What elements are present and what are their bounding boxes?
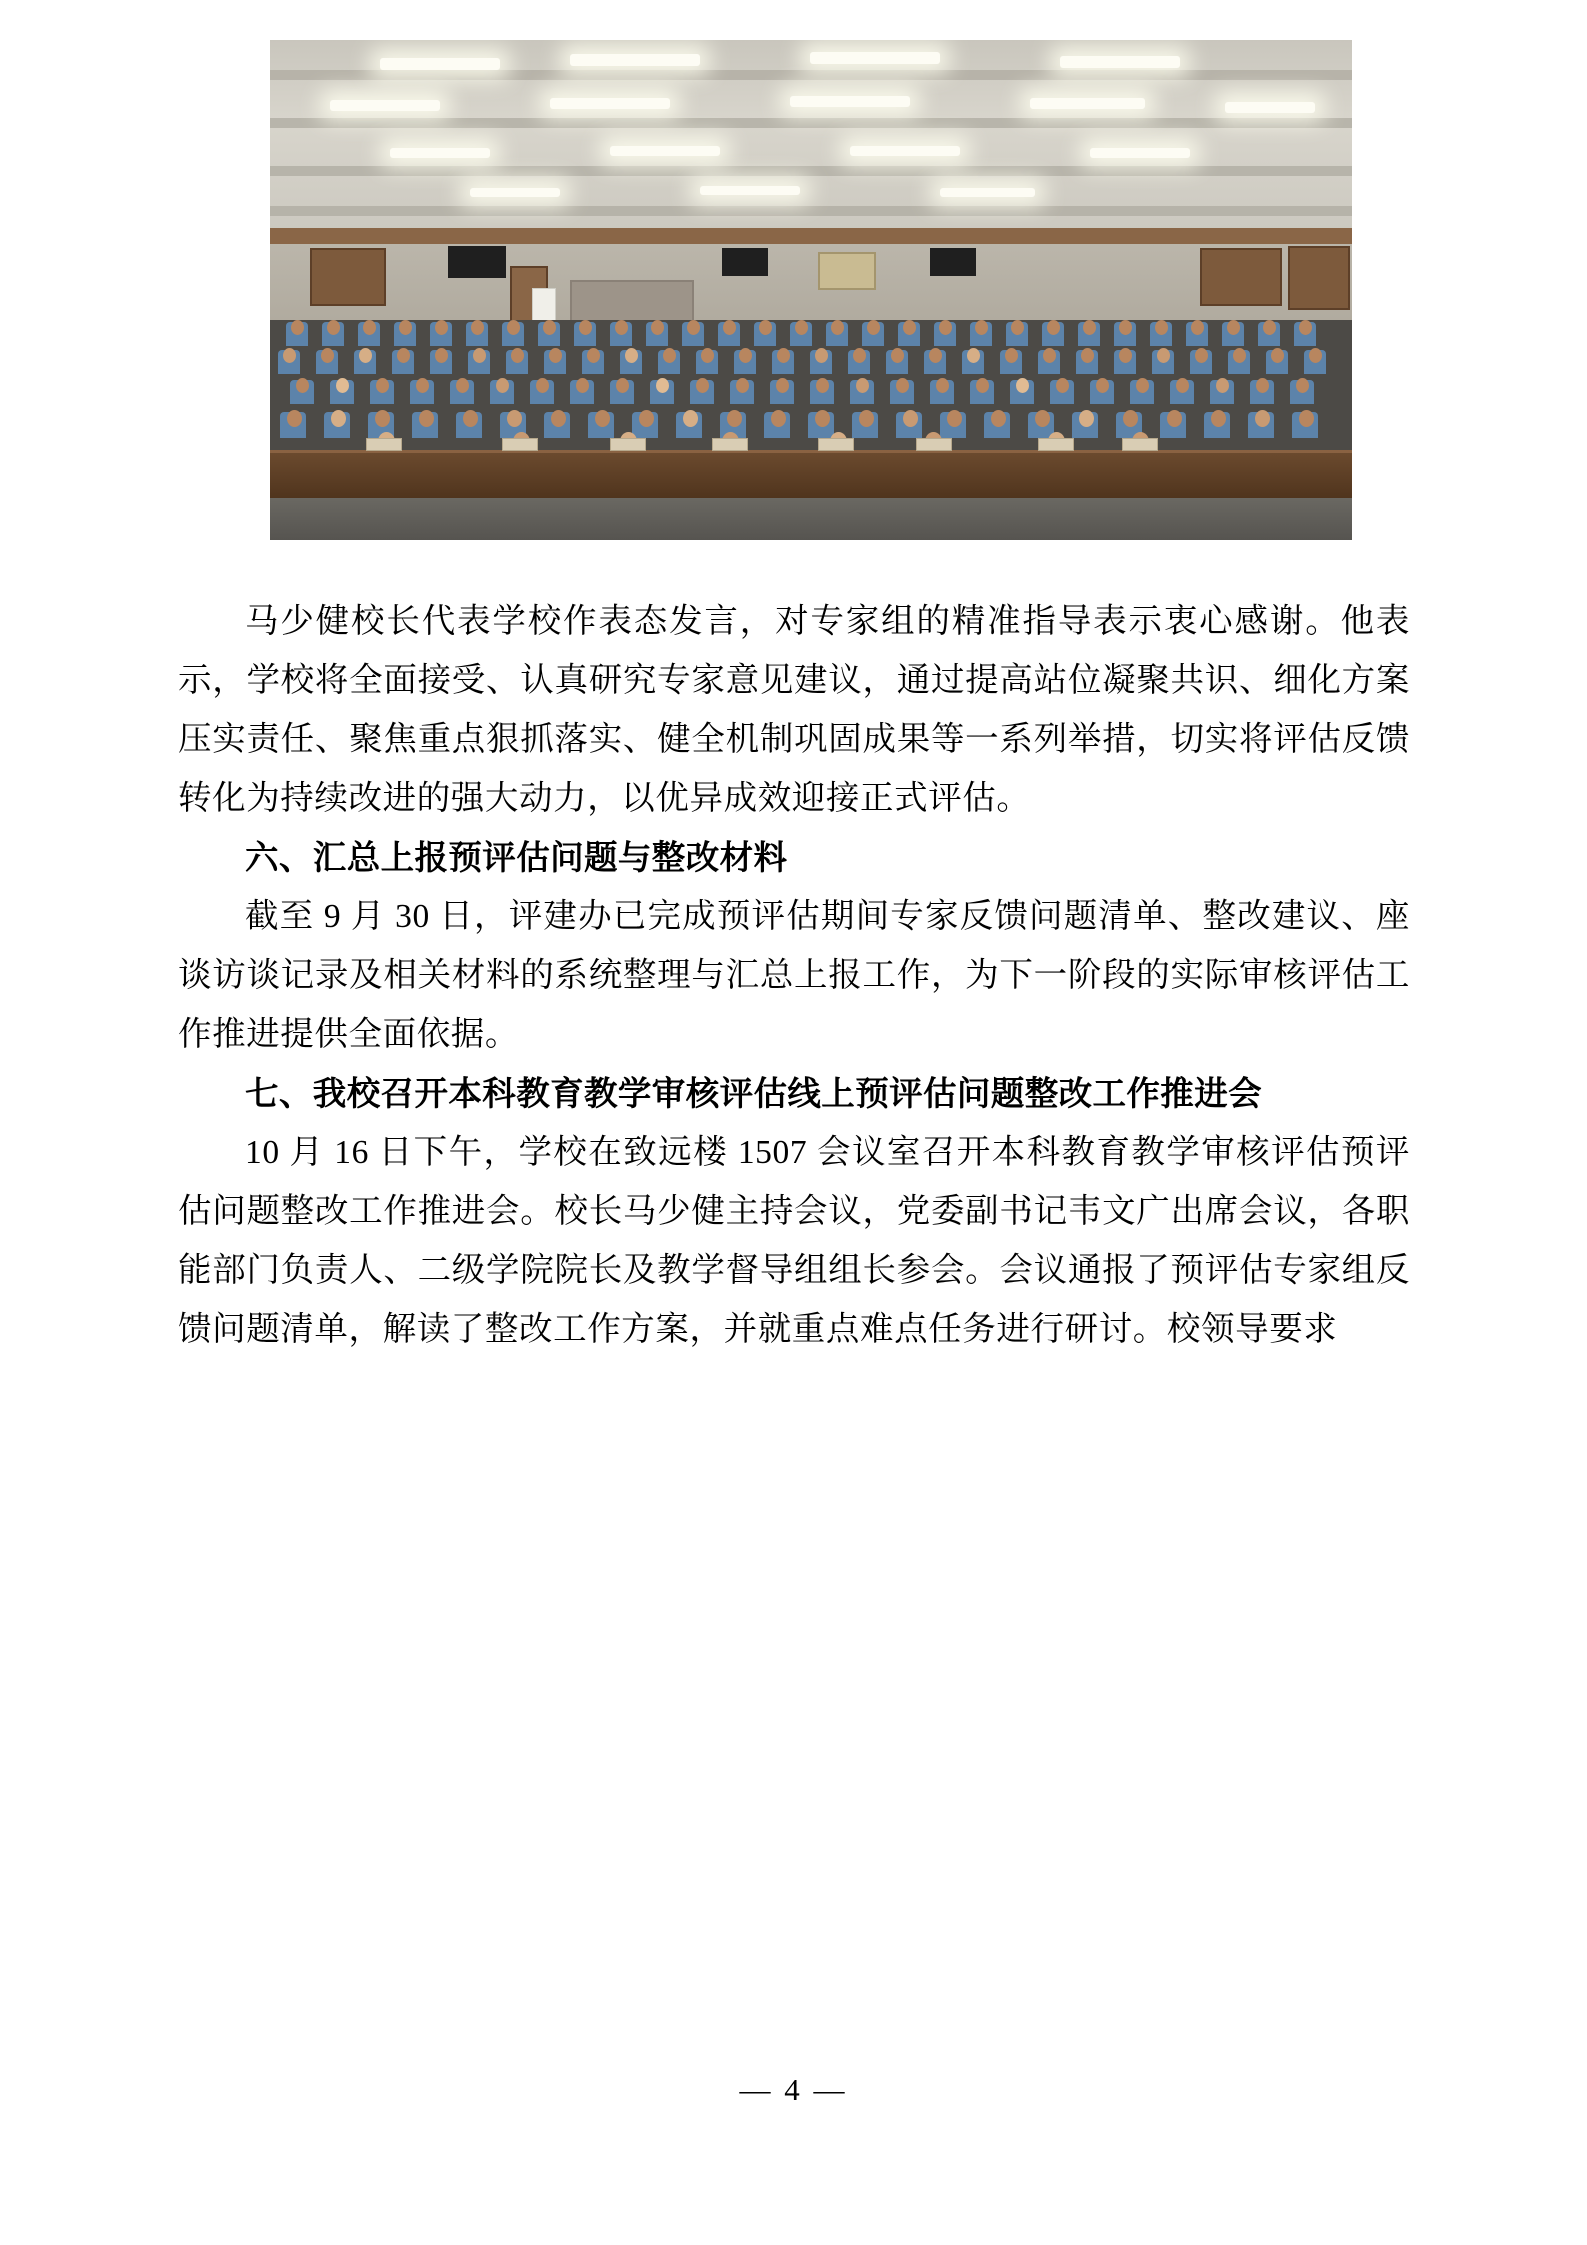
- section-heading-six: 六、汇总上报预评估问题与整改材料: [245, 838, 788, 877]
- audience-area: [270, 320, 1352, 450]
- floor: [270, 498, 1352, 540]
- front-desk: [270, 450, 1352, 501]
- page-content: [178, 40, 1410, 1359]
- section-heading-seven: 七、我校召开本科教育教学审核评估线上预评估问题整改工作推进会: [245, 1074, 1262, 1113]
- paragraph-3: 10 月 16 日下午，学校在致远楼 1507 会议室召开本科教育教学审核评估预评估问题整改工作推进会。校长马少健主持会议，党委副书记韦文广出席会议，各职能部门负责人、二级学院院长及教学督导组组长参会。会议通报了预评估专家组反馈问题清单，解读了整改工作方案，并就重点难点任务进行研讨。校领导要求: [178, 1134, 1410, 1348]
- paragraph-1: 马少健校长代表学校作表态发言，对专家组的精准指导表示衷心感谢。他表示，学校将全面接受、认真研究专家意见建议，通过提高站位凝聚共识、细化方案压实责任、聚焦重点狠抓落实、健全机制巩固成果等一系列举措，切实将评估反馈转化为持续改进的强大动力，以优异成效迎接正式评估。: [178, 603, 1410, 817]
- conference-hall-photo: [270, 40, 1352, 540]
- article-body: [178, 592, 1410, 1359]
- paragraph-2: 截至 9 月 30 日，评建办已完成预评估期间专家反馈问题清单、整改建议、座谈访谈记录及相关材料的系统整理与汇总上报工作，为下一阶段的实际审核评估工作推进提供全面依据。: [178, 898, 1410, 1053]
- page-number: — 4 —: [739, 2072, 848, 2107]
- photo-container: [270, 40, 1352, 540]
